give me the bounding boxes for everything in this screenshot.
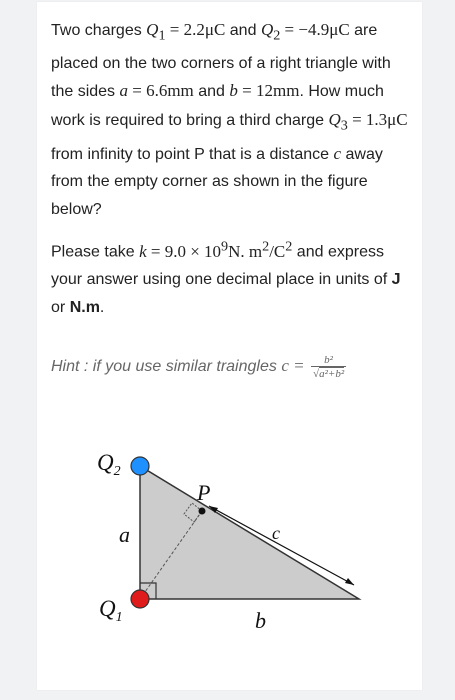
q1-value: = 2.2μC	[165, 20, 226, 39]
side-a-expr	[120, 81, 194, 100]
hint-line	[51, 354, 346, 380]
c-symbol: c	[333, 143, 342, 163]
k-unit-exponent: 2	[262, 238, 270, 255]
c-label: c	[272, 523, 280, 543]
text-segment: from infinity to point P that is a distance	[51, 145, 330, 163]
hint-fraction	[311, 354, 346, 380]
k-value: = 9.0 × 10	[146, 241, 222, 261]
k-symbol: k	[139, 241, 147, 261]
k-unit-2: /C	[269, 241, 286, 261]
q2-charge	[131, 457, 149, 475]
q2-symbol: Q	[260, 20, 274, 39]
unit-joule: J	[391, 271, 401, 289]
text-segment: or	[51, 298, 66, 316]
q1-symbol: Q	[146, 20, 159, 39]
hint-label: Hint : if you use similar traingles	[51, 358, 277, 376]
q3-value: = 1.3μC	[347, 109, 408, 129]
q2-value: = −4.9μC	[280, 20, 350, 39]
unit-newton-meter: N.m	[69, 298, 100, 316]
text-segment: and express your answer using one decimal place in units of	[51, 243, 388, 289]
q1-charge	[131, 590, 149, 608]
p-label: P	[197, 480, 211, 505]
triangle-figure	[59, 402, 381, 662]
k-unit: N. m	[228, 241, 263, 261]
charge-q1-expr	[146, 20, 226, 44]
k-unit-2-exponent: 2	[285, 238, 293, 255]
fraction-numerator: b²	[311, 354, 346, 367]
text-segment: and	[229, 22, 257, 39]
text-segment: away from the empty corner as shown in the figure below?	[51, 145, 383, 218]
b-value: = 12mm	[237, 81, 300, 101]
question-card	[37, 2, 422, 690]
fraction-denominator: √a²+b²	[313, 368, 345, 380]
side-b-expr	[229, 81, 299, 100]
hint-c-equation: c =	[281, 356, 305, 376]
q3-symbol: Q	[328, 109, 341, 129]
text-segment: and	[198, 83, 225, 101]
charge-q3-expr	[328, 109, 408, 134]
coulomb-constant-expr	[139, 238, 293, 261]
a-label: a	[119, 522, 130, 547]
a-value: = 6.6mm	[128, 81, 194, 101]
text-segment: . How much work is required to bring a third charge	[51, 83, 384, 129]
constants-paragraph	[51, 233, 411, 321]
charge-q2-expr	[260, 20, 350, 44]
text-segment: Please take	[51, 243, 135, 261]
question-paragraph	[51, 16, 411, 223]
k-exponent: 9	[221, 238, 229, 255]
b-symbol: b	[229, 81, 238, 101]
q1-subscript: 1	[158, 27, 166, 44]
point-p	[199, 508, 206, 515]
q3-subscript: 3	[340, 117, 348, 134]
a-symbol: a	[119, 81, 128, 101]
question-text	[51, 16, 411, 321]
radicand: a²+b²	[319, 368, 345, 380]
text-segment: Two charges	[51, 22, 142, 39]
text-segment: are placed on the two corners of a right triangle with the sides	[51, 22, 391, 101]
b-label: b	[255, 608, 266, 633]
q2-subscript: 2	[273, 27, 281, 44]
q2-label: $Q_2$	[97, 450, 121, 479]
q1-label: $Q_1$	[99, 596, 123, 625]
text-segment: .	[99, 298, 105, 316]
